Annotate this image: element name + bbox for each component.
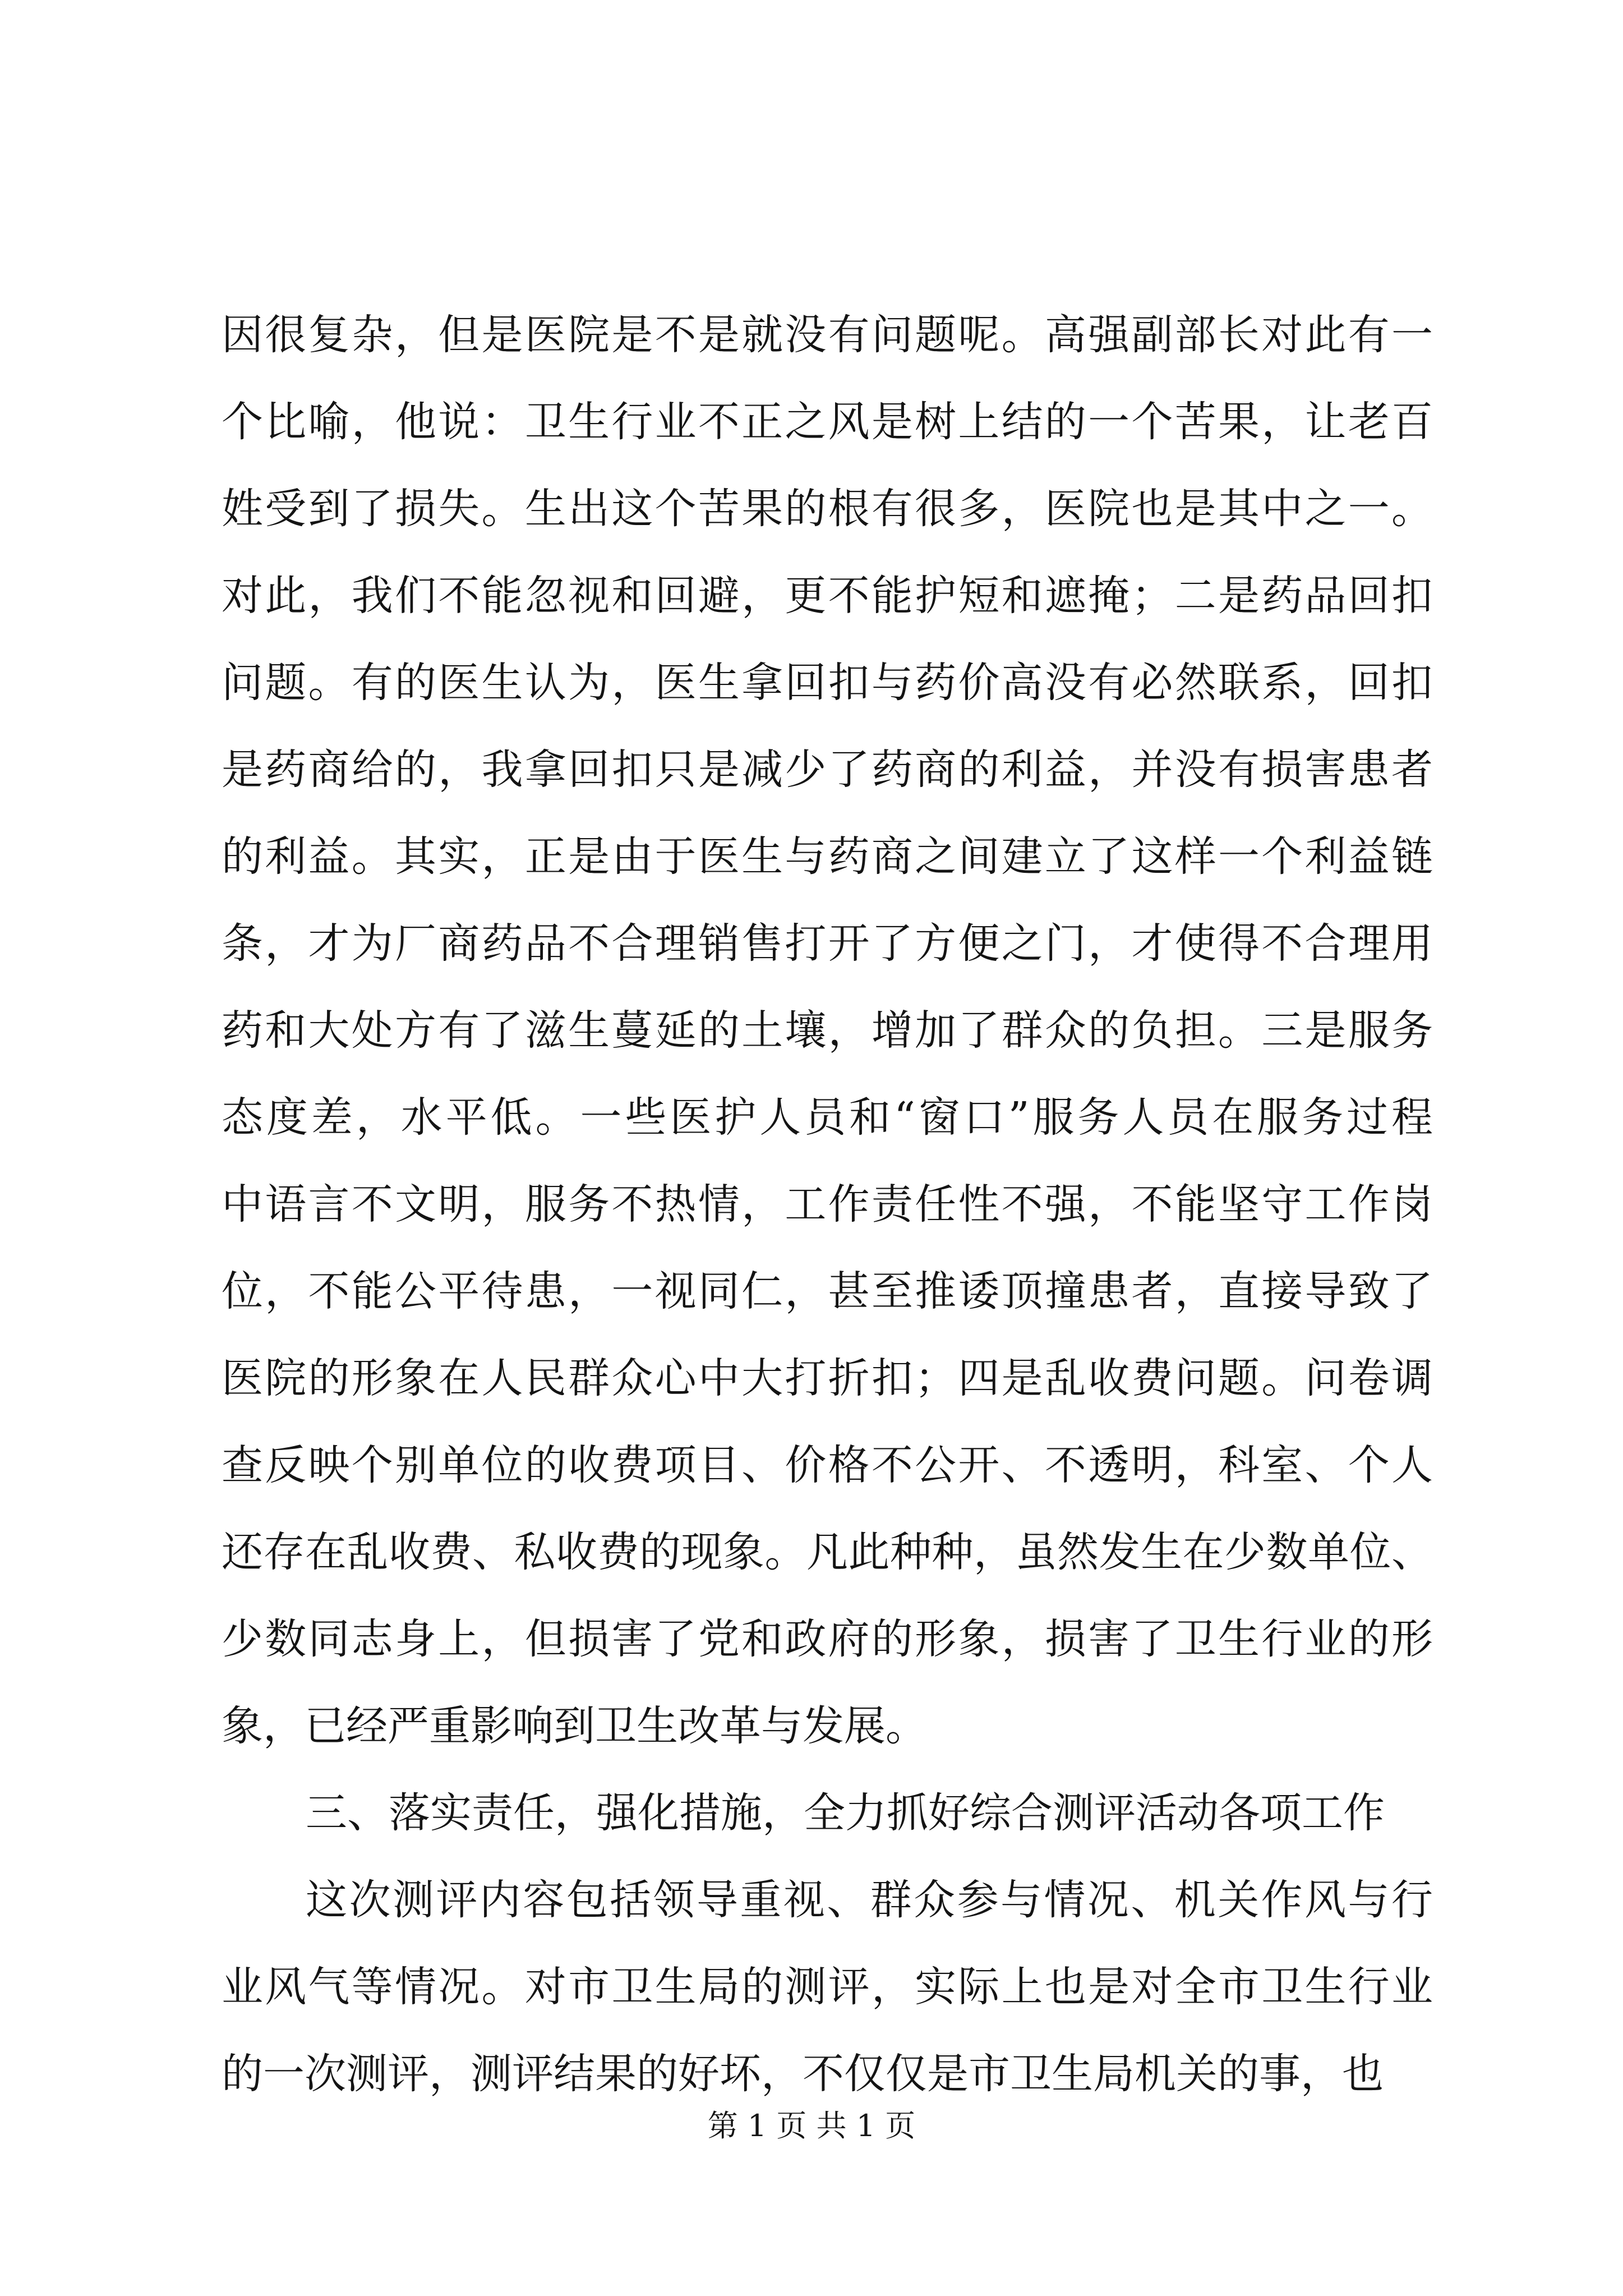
- paragraph: [222, 1770, 1433, 1857]
- document-body: [222, 292, 1433, 2118]
- page-footer: 第 1 页 共 1 页: [707, 2108, 916, 2143]
- text-line: 三、落实责任，强化措施，全力抓好综合测评活动各项工作: [306, 1789, 1385, 1837]
- text-line: 的一次测评，测评结果的好坏，不仅仅是市卫生局机关的事，也: [222, 2050, 1384, 2098]
- text-line: 位，不能公平待患，一视同仁，甚至推诿顶撞患者，直接导致了: [222, 1267, 1433, 1315]
- text-line: 中语言不文明，服务不热情，工作责任性不强，不能坚守工作岗: [222, 1180, 1433, 1228]
- text-line: 这次测评内容包括领导重视、群众参与情况、机关作风与行: [306, 1876, 1433, 1924]
- text-line: 药和大处方有了滋生蔓延的土壤，增加了群众的负担。三是服务: [222, 1006, 1433, 1055]
- text-line: 查反映个别单位的收费项目、价格不公开、不透明，科室、个人: [222, 1441, 1433, 1489]
- text-line: 条，才为厂商药品不合理销售打开了方便之门，才使得不合理用: [222, 919, 1433, 968]
- text-line: 象，已经严重影响到卫生改革与发展。: [222, 1702, 927, 1750]
- paragraph: [222, 1857, 1433, 2118]
- text-line: 医院的形象在人民群众心中大打折扣；四是乱收费问题。问卷调: [222, 1354, 1433, 1402]
- paragraph: [222, 292, 1433, 1770]
- text-line: 对此，我们不能忽视和回避，更不能护短和遮掩；二是药品回扣: [222, 572, 1433, 620]
- text-line: 业风气等情况。对市卫生局的测评，实际上也是对全市卫生行业: [222, 1963, 1433, 2011]
- text-line: 因很复杂，但是医院是不是就没有问题呢。高强副部长对此有一: [222, 311, 1433, 359]
- text-line: 问题。有的医生认为，医生拿回扣与药价高没有必然联系，回扣: [222, 659, 1433, 707]
- text-line: 的利益。其实，正是由于医生与药商之间建立了这样一个利益链: [222, 832, 1433, 881]
- text-line: 是药商给的，我拿回扣只是减少了药商的利益，并没有损害患者: [222, 746, 1433, 794]
- text-line: 姓受到了损失。生出这个苦果的根有很多，医院也是其中之一。: [222, 485, 1433, 533]
- text-line: 还存在乱收费、私收费的现象。凡此种种，虽然发生在少数单位、: [222, 1528, 1433, 1576]
- text-line: 态度差，水平低。一些医护人员和“窗口”服务人员在服务过程: [222, 1093, 1433, 1142]
- text-line: 个比喻，他说：卫生行业不正之风是树上结的一个苦果，让老百: [222, 398, 1433, 446]
- text-line: 少数同志身上，但损害了党和政府的形象，损害了卫生行业的形: [222, 1615, 1433, 1663]
